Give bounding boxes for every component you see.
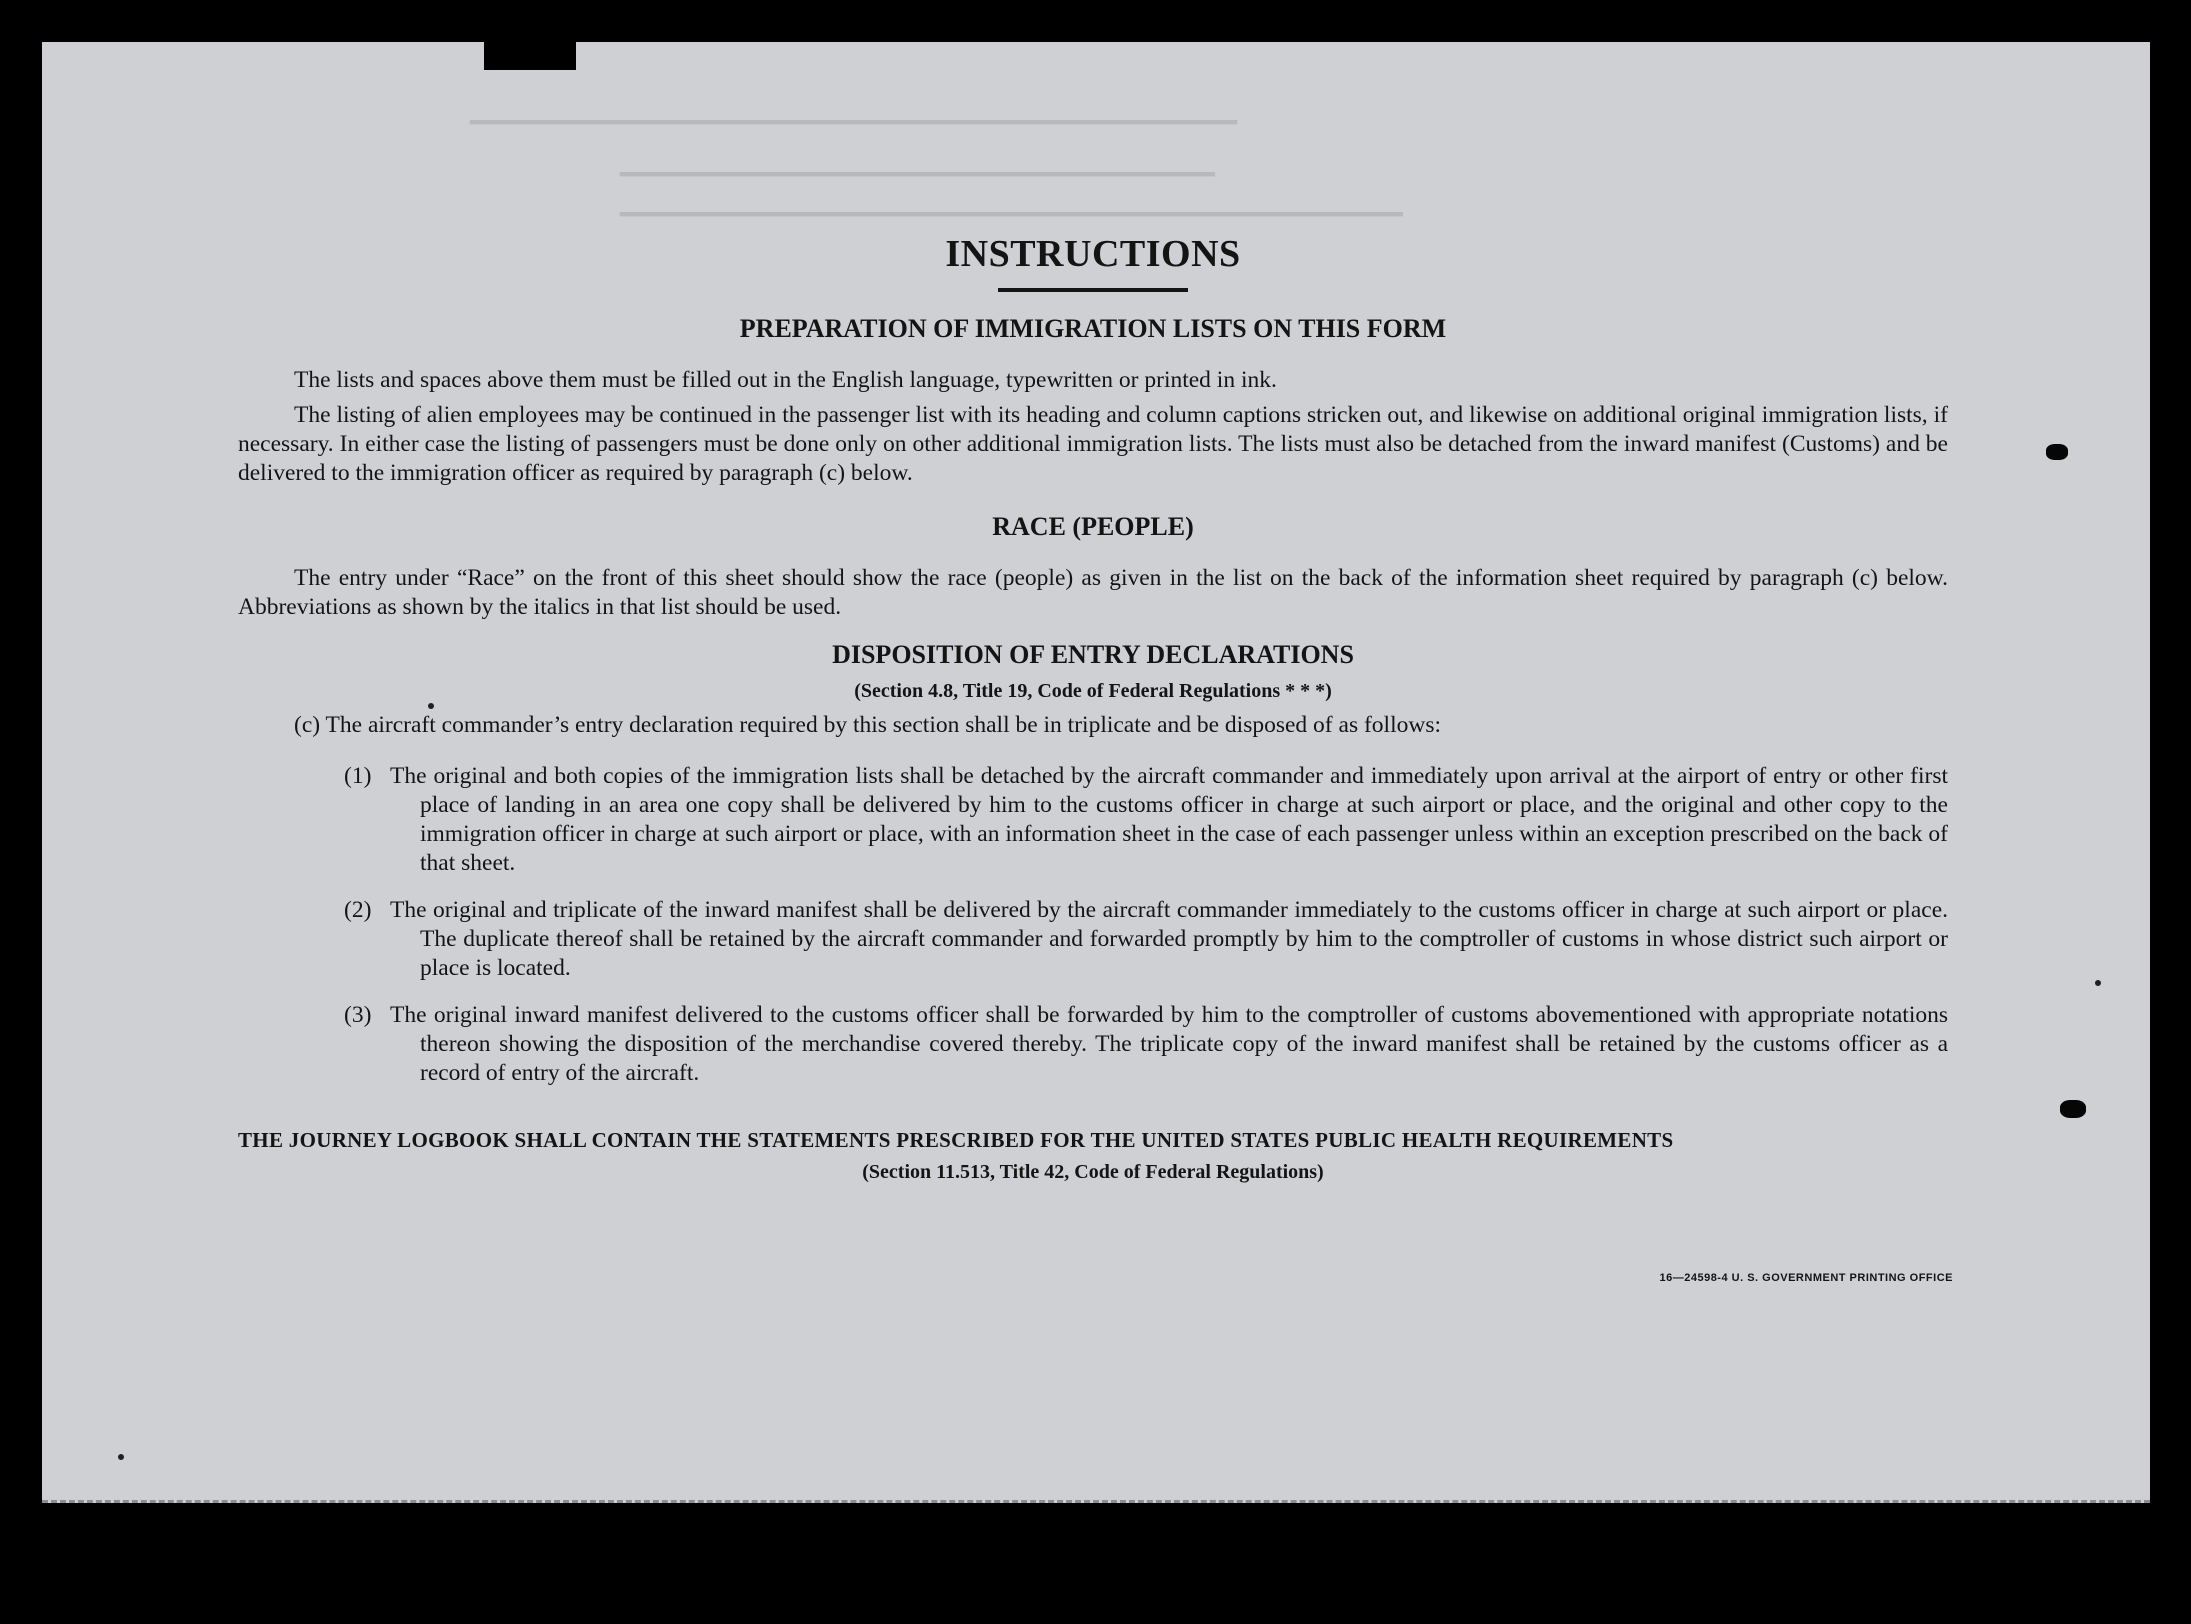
punch-mark — [2060, 1100, 2086, 1118]
bleed-through-text: ━━━━━━━━━━━━━━━━━━━━━━━━━━━━━━━━━━━━━━━━━━━━━━━━━ — [470, 109, 1238, 139]
page-title: INSTRUCTIONS — [945, 233, 1241, 275]
speck — [2095, 980, 2101, 986]
paragraph-race: The entry under “Race” on the front of this sheet should show the race (people) as given in the list on the back of the information sheet required by paragraph (c) below. Abbreviations as shown by the italics in that list should be used. — [238, 565, 1948, 620]
bleed-through-text: ━━━━━━━━━━━━━━━━━━━━━━━━━━━━━━━━━━━━━━━━━━━━━━━━━━ — [620, 201, 1403, 231]
punch-mark — [2046, 444, 2068, 460]
bleed-through-text: ━━━━━━━━━━━━━━━━━━━━━━━━━━━━━━━━━━━━━━ — [620, 161, 1215, 191]
list-item-number: (3) — [344, 1002, 372, 1028]
footer-health-requirements: THE JOURNEY LOGBOOK SHALL CONTAIN THE STATEMENTS PRESCRIBED FOR THE UNITED STATES PUBLIC HEALTH REQUIREMENTS — [238, 1128, 1674, 1152]
printer-mark: 16—24598-4 U. S. GOVERNMENT PRINTING OFFICE — [1659, 1272, 1953, 1284]
instructions-body — [238, 232, 1948, 1192]
speck — [118, 1454, 124, 1460]
list-item-number: (2) — [344, 897, 372, 923]
section-citation: (Section 4.8, Title 19, Code of Federal Regulations * * *) — [854, 680, 1332, 702]
paragraph-c: (c) The aircraft commander’s entry declaration required by this section shall be in triplicate and be disposed of as follows: — [294, 712, 1441, 738]
list-item-text: The original and triplicate of the inward manifest shall be delivered by the aircraft commander immediately to the customs officer in charge at such airport or place. The duplicate thereof shall be retained by the aircraft commander and forwarded promptly by him to the comptroller of customs in whose district such airport or place is located. — [390, 897, 1948, 981]
section-heading-disposition: DISPOSITION OF ENTRY DECLARATIONS — [832, 640, 1354, 669]
footer-citation: (Section 11.513, Title 42, Code of Federal Regulations) — [862, 1161, 1324, 1183]
section-heading-race: RACE (PEOPLE) — [992, 512, 1194, 541]
list-item — [344, 1001, 1948, 1088]
list-item-text: The original inward manifest delivered to the customs officer shall be forwarded by him to the comptroller of customs abovementioned with appropriate notations thereon showing the disposition of the merchandise covered thereby. The triplicate copy of the inward manifest shall be retained by the customs officer as a record of entry of the aircraft. — [390, 1002, 1948, 1086]
section-heading-preparation: PREPARATION OF IMMIGRATION LISTS ON THIS FORM — [739, 314, 1447, 343]
list-item — [344, 762, 1948, 878]
paper-tab-notch — [484, 42, 576, 70]
paragraph-alien-employees: The listing of alien employees may be continued in the passenger list with its heading and column captions stricken out, and likewise on additional original immigration lists, if necessary. In either case the listing of passengers must be done only on other additional immigration lists. The lists must also be detached from the inward manifest (Customs) and be delivered to the immigration officer as required by paragraph (c) below. — [238, 402, 1948, 486]
list-item-text: The original and both copies of the immigration lists shall be detached by the aircraft commander and immediately upon arrival at the airport of entry or other first place of landing in an area one copy shall be delivered by him to the customs officer in charge at such airport or place, and the original and other copy to the immigration officer in charge at such airport or place, with an information sheet in the case of each passenger unless within an exception prescribed on the back of that sheet. — [390, 763, 1948, 876]
list-item — [344, 896, 1948, 983]
paragraph-english-language: The lists and spaces above them must be filled out in the English language, typewritten or printed in ink. — [294, 367, 1277, 393]
list-item-number: (1) — [344, 763, 372, 789]
title-underline — [998, 288, 1188, 292]
